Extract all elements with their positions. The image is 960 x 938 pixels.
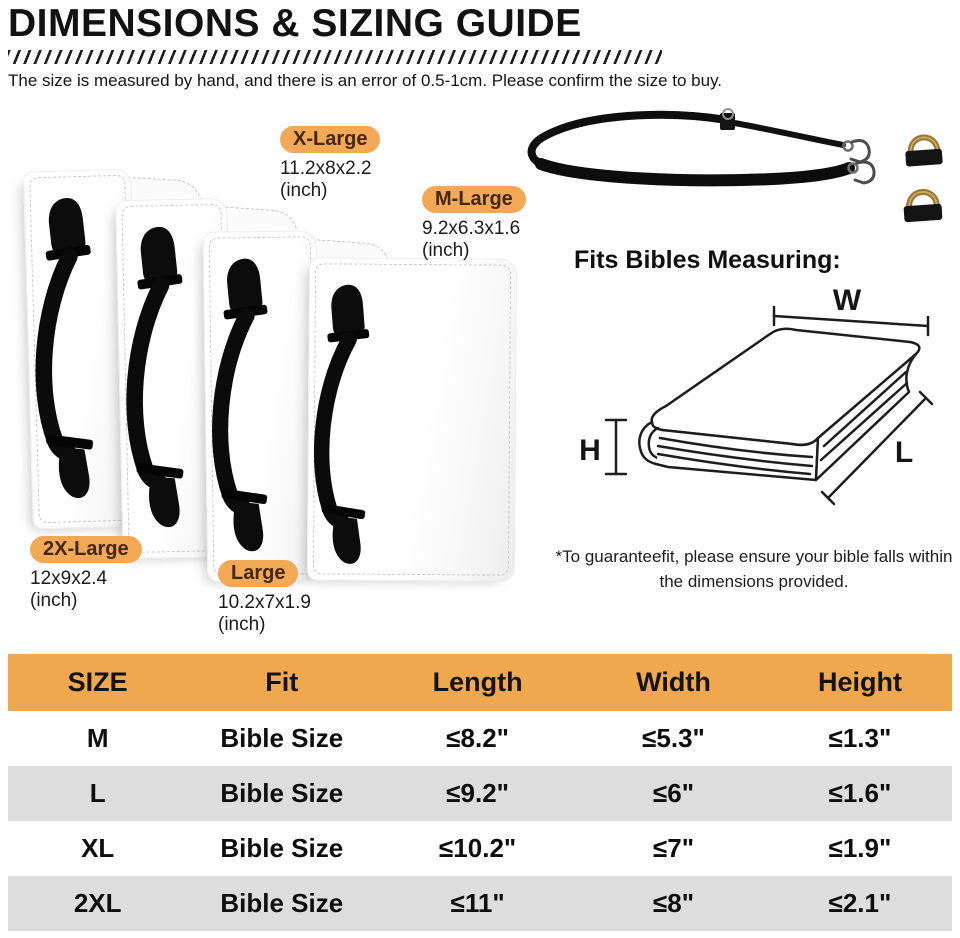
size-badge: M-Large	[422, 186, 526, 213]
page-subtitle: The size is measured by hand, and there is an error of 0.5-1cm. Please confirm the size to buy.	[8, 71, 723, 90]
table-cell: Bible Size	[220, 888, 344, 918]
table-cell: 2XL	[73, 888, 122, 918]
dim-label-w: W	[832, 284, 862, 317]
table-cell: L	[89, 778, 106, 808]
size-dims: 10.2x7x1.9	[218, 592, 311, 614]
bible-cover-m-large	[307, 257, 517, 581]
size-unit: (inch)	[280, 179, 328, 201]
bible-cover-large	[203, 230, 322, 582]
table-cell: ≤11"	[450, 888, 505, 918]
size-label-m-large	[422, 186, 526, 261]
table-cell: ≤1.3"	[828, 723, 892, 753]
table-cell: ≤6"	[652, 778, 695, 808]
size-unit: (inch)	[422, 239, 470, 261]
dim-label-l: L	[894, 436, 914, 469]
table-cell: Bible Size	[220, 778, 344, 808]
header-size: SIZE	[8, 654, 187, 711]
header-fit: Fit	[187, 654, 376, 711]
table-cell: Bible Size	[220, 833, 344, 863]
size-table	[8, 654, 952, 931]
table-cell: ≤1.9"	[828, 833, 892, 863]
table-header-row	[8, 654, 952, 711]
size-badge: 2X-Large	[30, 536, 142, 563]
header-length: Length	[376, 654, 579, 711]
size-label-large	[218, 560, 311, 635]
d-ring-icon	[901, 122, 947, 176]
cover-handle-icon	[307, 279, 383, 570]
table-cell: ≤8"	[652, 888, 695, 918]
table-cell: ≤7"	[652, 833, 695, 863]
cover-handle-icon	[203, 253, 285, 558]
table-cell: XL	[81, 833, 115, 863]
book-diagram	[566, 280, 960, 525]
measuring-heading: Fits Bibles Measuring:	[574, 246, 841, 274]
table-cell: M	[86, 723, 109, 753]
cover-handle-icon	[24, 191, 113, 505]
table-row	[8, 711, 952, 766]
table-row	[8, 876, 952, 931]
size-unit: (inch)	[30, 589, 78, 611]
table-row	[8, 766, 952, 821]
size-badge: Large	[218, 560, 298, 587]
header-height: Height	[768, 654, 952, 711]
table-cell: ≤9.2"	[446, 778, 509, 808]
table-body	[8, 711, 952, 931]
size-label-2x-large	[30, 536, 142, 611]
page-title: DIMENSIONS & SIZING GUIDE	[8, 2, 582, 45]
size-unit: (inch)	[218, 613, 266, 635]
table-cell: Bible Size	[220, 723, 344, 753]
fit-note: *To guaranteefit, please ensure your bible falls within the dimensions provided.	[555, 547, 953, 591]
table-cell: ≤10.2"	[439, 833, 517, 863]
size-label-x-large	[280, 126, 380, 201]
hatch-divider	[8, 50, 662, 64]
table-cell: ≤8.2"	[446, 723, 509, 753]
table-cell: ≤5.3"	[642, 723, 705, 753]
shoulder-strap-icon	[515, 106, 910, 198]
size-dims: 9.2x6.3x1.6	[422, 218, 521, 240]
header-width: Width	[579, 654, 768, 711]
cover-handle-icon	[116, 221, 203, 535]
size-dims: 12x9x2.4	[30, 568, 108, 590]
size-dims: 11.2x8x2.2	[280, 158, 372, 180]
d-ring-icon	[899, 176, 947, 232]
size-badge: X-Large	[280, 126, 380, 153]
table-row	[8, 821, 952, 876]
dim-label-h: H	[579, 434, 601, 467]
table-cell: ≤1.6"	[828, 778, 892, 808]
table-cell: ≤2.1"	[828, 888, 892, 918]
